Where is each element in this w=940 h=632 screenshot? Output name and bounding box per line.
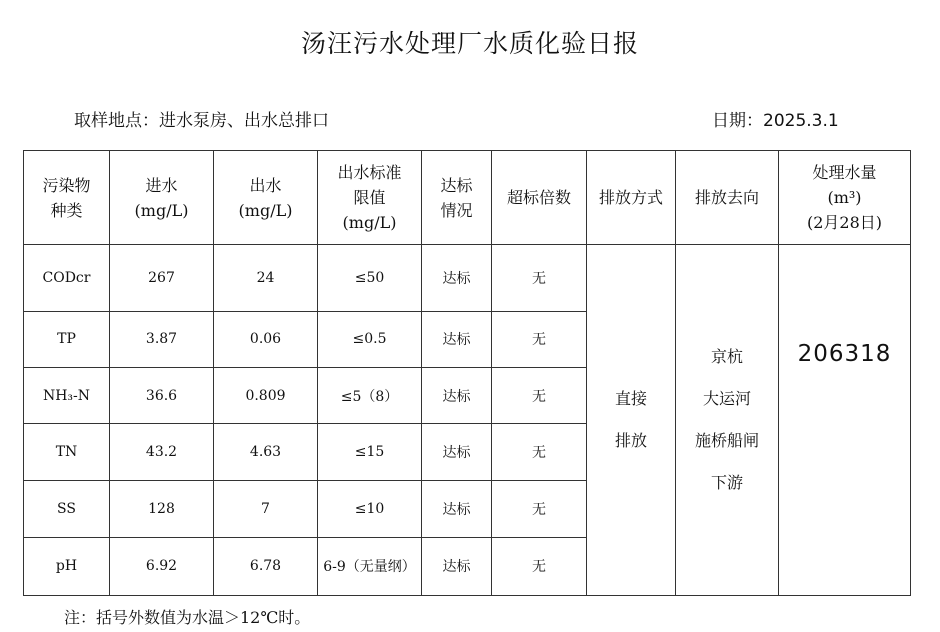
header-row — [24, 151, 911, 245]
exceed-value: 无 — [492, 311, 587, 367]
exceed-value: 无 — [492, 481, 587, 537]
effluent-value: 24 — [214, 245, 318, 311]
pollutant-name: NH₃-N — [24, 367, 110, 423]
pollutant-name: SS — [24, 481, 110, 537]
compliance-status: 达标 — [422, 245, 492, 311]
discharge-destination-cell: 京杭 大运河 施桥船闸 下游 — [676, 245, 779, 596]
header-pollutant: 污染物 种类 — [24, 151, 110, 245]
limit-value: ≤50 — [318, 245, 422, 311]
header-discharge-mode: 排放方式 — [587, 151, 676, 245]
exceed-value: 无 — [492, 245, 587, 311]
treated-volume-value: 206318 — [797, 341, 892, 368]
limit-value: ≤5（8） — [318, 367, 422, 423]
compliance-status: 达标 — [422, 537, 492, 595]
pollutant-name: TN — [24, 424, 110, 481]
header-influent: 进水 (mg/L) — [110, 151, 214, 245]
header-discharge-dest: 排放去向 — [676, 151, 779, 245]
effluent-value: 0.06 — [214, 311, 318, 367]
compliance-status: 达标 — [422, 367, 492, 423]
influent-value: 6.92 — [110, 537, 214, 595]
effluent-value: 0.809 — [214, 367, 318, 423]
header-volume: 处理水量 (m³) (2月28日) — [779, 151, 911, 245]
effluent-value: 6.78 — [214, 537, 318, 595]
pollutant-name: pH — [24, 537, 110, 595]
header-exceed: 超标倍数 — [492, 151, 587, 245]
influent-value: 43.2 — [110, 424, 214, 481]
treated-volume-cell — [779, 245, 911, 596]
water-quality-table — [23, 150, 911, 596]
limit-value: ≤15 — [318, 424, 422, 481]
compliance-status: 达标 — [422, 311, 492, 367]
effluent-value: 4.63 — [214, 424, 318, 481]
influent-value: 3.87 — [110, 311, 214, 367]
influent-value: 267 — [110, 245, 214, 311]
effluent-value: 7 — [214, 481, 318, 537]
pollutant-name: TP — [24, 311, 110, 367]
compliance-status: 达标 — [422, 424, 492, 481]
limit-value: 6-9（无量纲） — [318, 537, 422, 595]
limit-value: ≤0.5 — [318, 311, 422, 367]
header-effluent: 出水 (mg/L) — [214, 151, 318, 245]
discharge-mode-cell: 直接 排放 — [587, 245, 676, 596]
header-compliance: 达标 情况 — [422, 151, 492, 245]
sampling-location: 取样地点：进水泵房、出水总排口 — [74, 111, 329, 131]
report-title: 汤汪污水处理厂水质化验日报 — [300, 29, 639, 58]
exceed-value: 无 — [492, 537, 587, 595]
limit-value: ≤10 — [318, 481, 422, 537]
influent-value: 36.6 — [110, 367, 214, 423]
influent-value: 128 — [110, 481, 214, 537]
report-date: 日期：2025.3.1 — [712, 111, 839, 131]
table-row — [24, 245, 911, 311]
pollutant-name: CODcr — [24, 245, 110, 311]
header-limit: 出水标准 限值 (mg/L) — [318, 151, 422, 245]
footnote: 注：括号外数值为水温＞12℃时。 — [64, 608, 311, 627]
compliance-status: 达标 — [422, 481, 492, 537]
exceed-value: 无 — [492, 424, 587, 481]
exceed-value: 无 — [492, 367, 587, 423]
